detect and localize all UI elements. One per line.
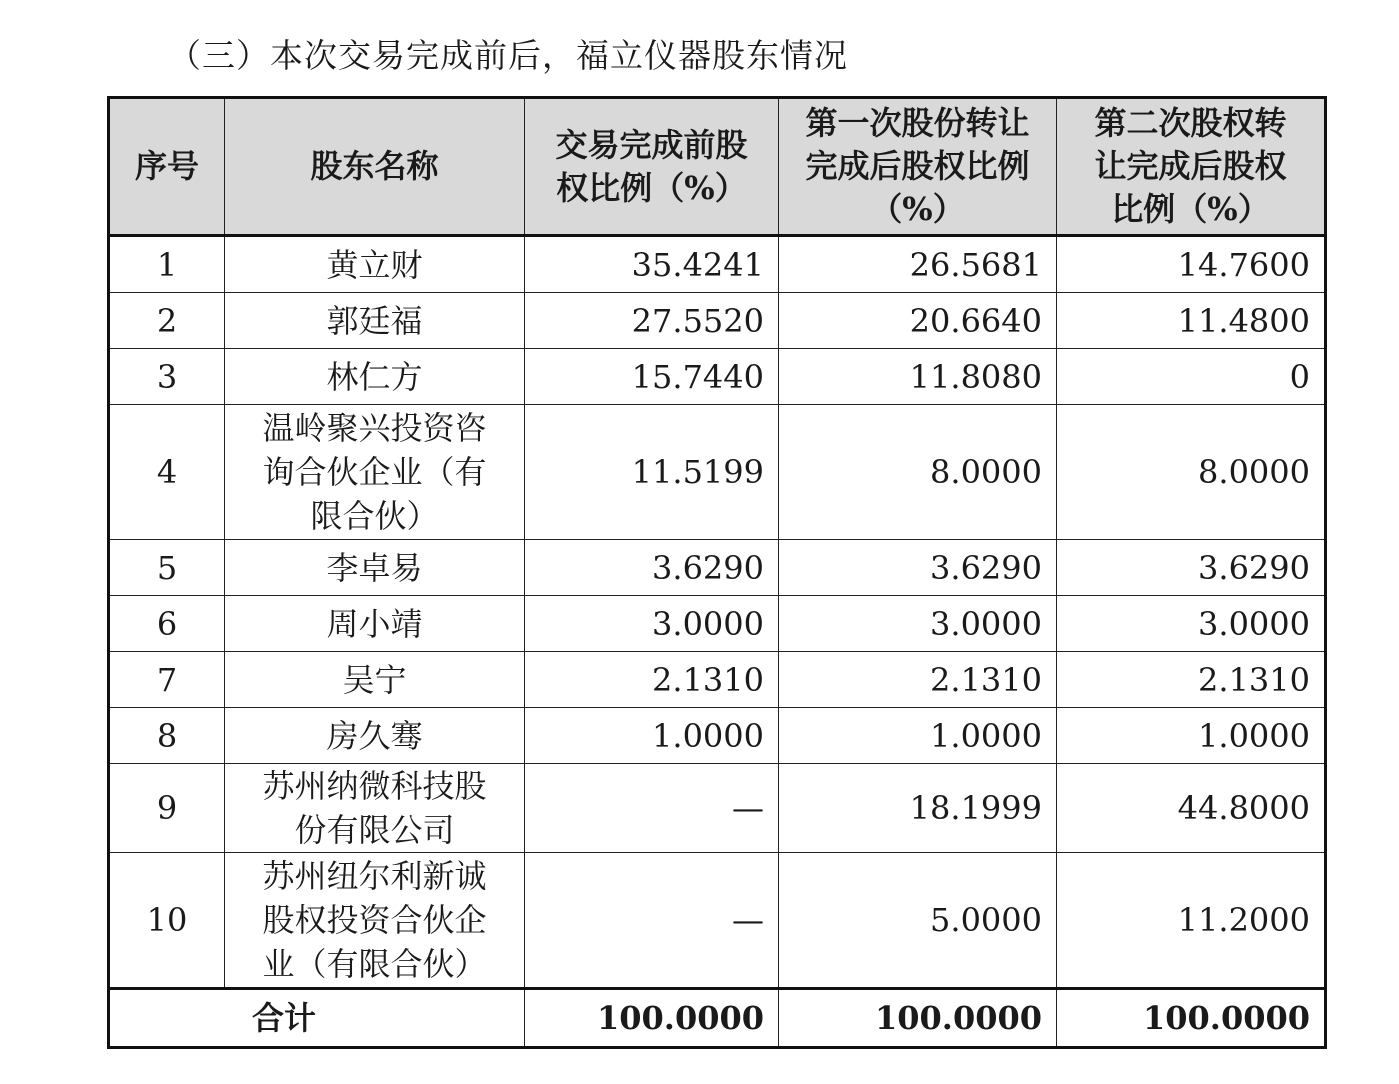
row-index: 5 [109, 540, 225, 596]
row-index: 6 [109, 596, 225, 652]
table-row [109, 708, 1326, 764]
ratio-before: 2.1310 [525, 652, 779, 708]
ratio-first: 20.6640 [779, 293, 1057, 349]
ratio-second: 11.2000 [1057, 853, 1326, 989]
ratio-before: 15.7440 [525, 349, 779, 405]
ratio-first: 3.0000 [779, 596, 1057, 652]
ratio-second: 3.6290 [1057, 540, 1326, 596]
header-name: 股东名称 [225, 98, 525, 236]
ratio-before: 27.5520 [525, 293, 779, 349]
header-index: 序号 [109, 98, 225, 236]
row-index: 9 [109, 764, 225, 853]
ratio-first: 2.1310 [779, 652, 1057, 708]
ratio-first: 11.8080 [779, 349, 1057, 405]
ratio-before: — [525, 764, 779, 853]
header-before: 交易完成前股权比例（%） [525, 98, 779, 236]
shareholder-name: 黄立财 [225, 236, 525, 293]
ratio-first: 5.0000 [779, 853, 1057, 989]
ratio-first: 26.5681 [779, 236, 1057, 293]
total-before: 100.0000 [525, 989, 779, 1048]
ratio-first: 1.0000 [779, 708, 1057, 764]
ratio-second: 11.4800 [1057, 293, 1326, 349]
row-index: 3 [109, 349, 225, 405]
shareholder-table [107, 96, 1327, 1049]
table-row [109, 236, 1326, 293]
ratio-second: 3.0000 [1057, 596, 1326, 652]
ratio-second: 0 [1057, 349, 1326, 405]
total-second: 100.0000 [1057, 989, 1326, 1048]
shareholder-name: 房久骞 [225, 708, 525, 764]
ratio-before: 3.0000 [525, 596, 779, 652]
ratio-second: 8.0000 [1057, 405, 1326, 540]
ratio-before: 11.5199 [525, 405, 779, 540]
header-second-transfer: 第二次股权转让完成后股权比例（%） [1057, 98, 1326, 236]
table-row [109, 540, 1326, 596]
section-heading: （三）本次交易完成前后，福立仪器股东情况 [168, 36, 848, 75]
total-first: 100.0000 [779, 989, 1057, 1048]
total-label: 合计 [109, 989, 525, 1048]
ratio-first: 3.6290 [779, 540, 1057, 596]
row-index: 1 [109, 236, 225, 293]
table-header-row [109, 98, 1326, 236]
row-index: 4 [109, 405, 225, 540]
table-row [109, 764, 1326, 853]
ratio-first: 18.1999 [779, 764, 1057, 853]
shareholder-name: 吴宁 [225, 652, 525, 708]
row-index: 10 [109, 853, 225, 989]
table-row [109, 596, 1326, 652]
shareholder-name: 林仁方 [225, 349, 525, 405]
ratio-second: 2.1310 [1057, 652, 1326, 708]
ratio-second: 44.8000 [1057, 764, 1326, 853]
row-index: 7 [109, 652, 225, 708]
row-index: 8 [109, 708, 225, 764]
row-index: 2 [109, 293, 225, 349]
shareholder-name: 苏州纳微科技股份有限公司 [225, 764, 525, 853]
shareholder-name: 周小靖 [225, 596, 525, 652]
header-first-transfer: 第一次股份转让完成后股权比例（%） [779, 98, 1057, 236]
shareholder-name: 温岭聚兴投资咨询合伙企业（有限合伙） [225, 405, 525, 540]
ratio-before: 3.6290 [525, 540, 779, 596]
ratio-before: 35.4241 [525, 236, 779, 293]
table-row [109, 405, 1326, 540]
table-row [109, 349, 1326, 405]
ratio-before: — [525, 853, 779, 989]
ratio-first: 8.0000 [779, 405, 1057, 540]
shareholder-name: 郭廷福 [225, 293, 525, 349]
ratio-second: 14.7600 [1057, 236, 1326, 293]
total-row [109, 989, 1326, 1048]
table-row [109, 652, 1326, 708]
ratio-before: 1.0000 [525, 708, 779, 764]
shareholder-name: 苏州纽尔利新诚股权投资合伙企业（有限合伙） [225, 853, 525, 989]
ratio-second: 1.0000 [1057, 708, 1326, 764]
table-row [109, 293, 1326, 349]
shareholder-name: 李卓易 [225, 540, 525, 596]
table-row [109, 853, 1326, 989]
